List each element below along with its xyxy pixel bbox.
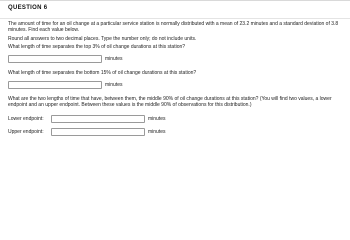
upper-endpoint-label: Upper endpoint: — [8, 129, 44, 135]
question-part-2: What length of time separates the bottom 15% of oil change durations at this station? — [8, 70, 197, 76]
question-title: QUESTION 6 — [8, 5, 48, 11]
answer-2-unit: minutes — [105, 82, 123, 88]
upper-endpoint-box[interactable] — [51, 128, 145, 136]
lower-endpoint-label: Lower endpoint: — [8, 116, 44, 122]
question-header — [0, 0, 350, 19]
upper-endpoint-unit: minutes — [148, 129, 166, 135]
answer-2-box[interactable] — [8, 81, 102, 89]
question-part-1: What length of time separates the top 3% of oil change durations at this station? — [8, 44, 186, 50]
question-part-3: What are the two lengths of time that have, between them, the middle 90% of oil change durations at this station? (You will find two values, a lower endpoint and an upper endpoint. Between these values is the middle 90% of observations for this distribution.) — [8, 96, 332, 109]
upper-endpoint-input[interactable] — [52, 138, 144, 144]
answer-1-box[interactable] — [8, 55, 102, 63]
rounding-instructions: Round all answers to two decimal places. Type the number only; do not include units. — [8, 36, 197, 42]
question-intro: The amount of time for an oil change at a particular service station is normally distributed with a mean of 23.2 minutes and a standard deviation of 3.8 minutes. Find each value below. — [8, 21, 339, 34]
lower-endpoint-box[interactable] — [51, 115, 145, 123]
lower-endpoint-unit: minutes — [148, 116, 166, 122]
answer-1-unit: minutes — [105, 56, 123, 62]
